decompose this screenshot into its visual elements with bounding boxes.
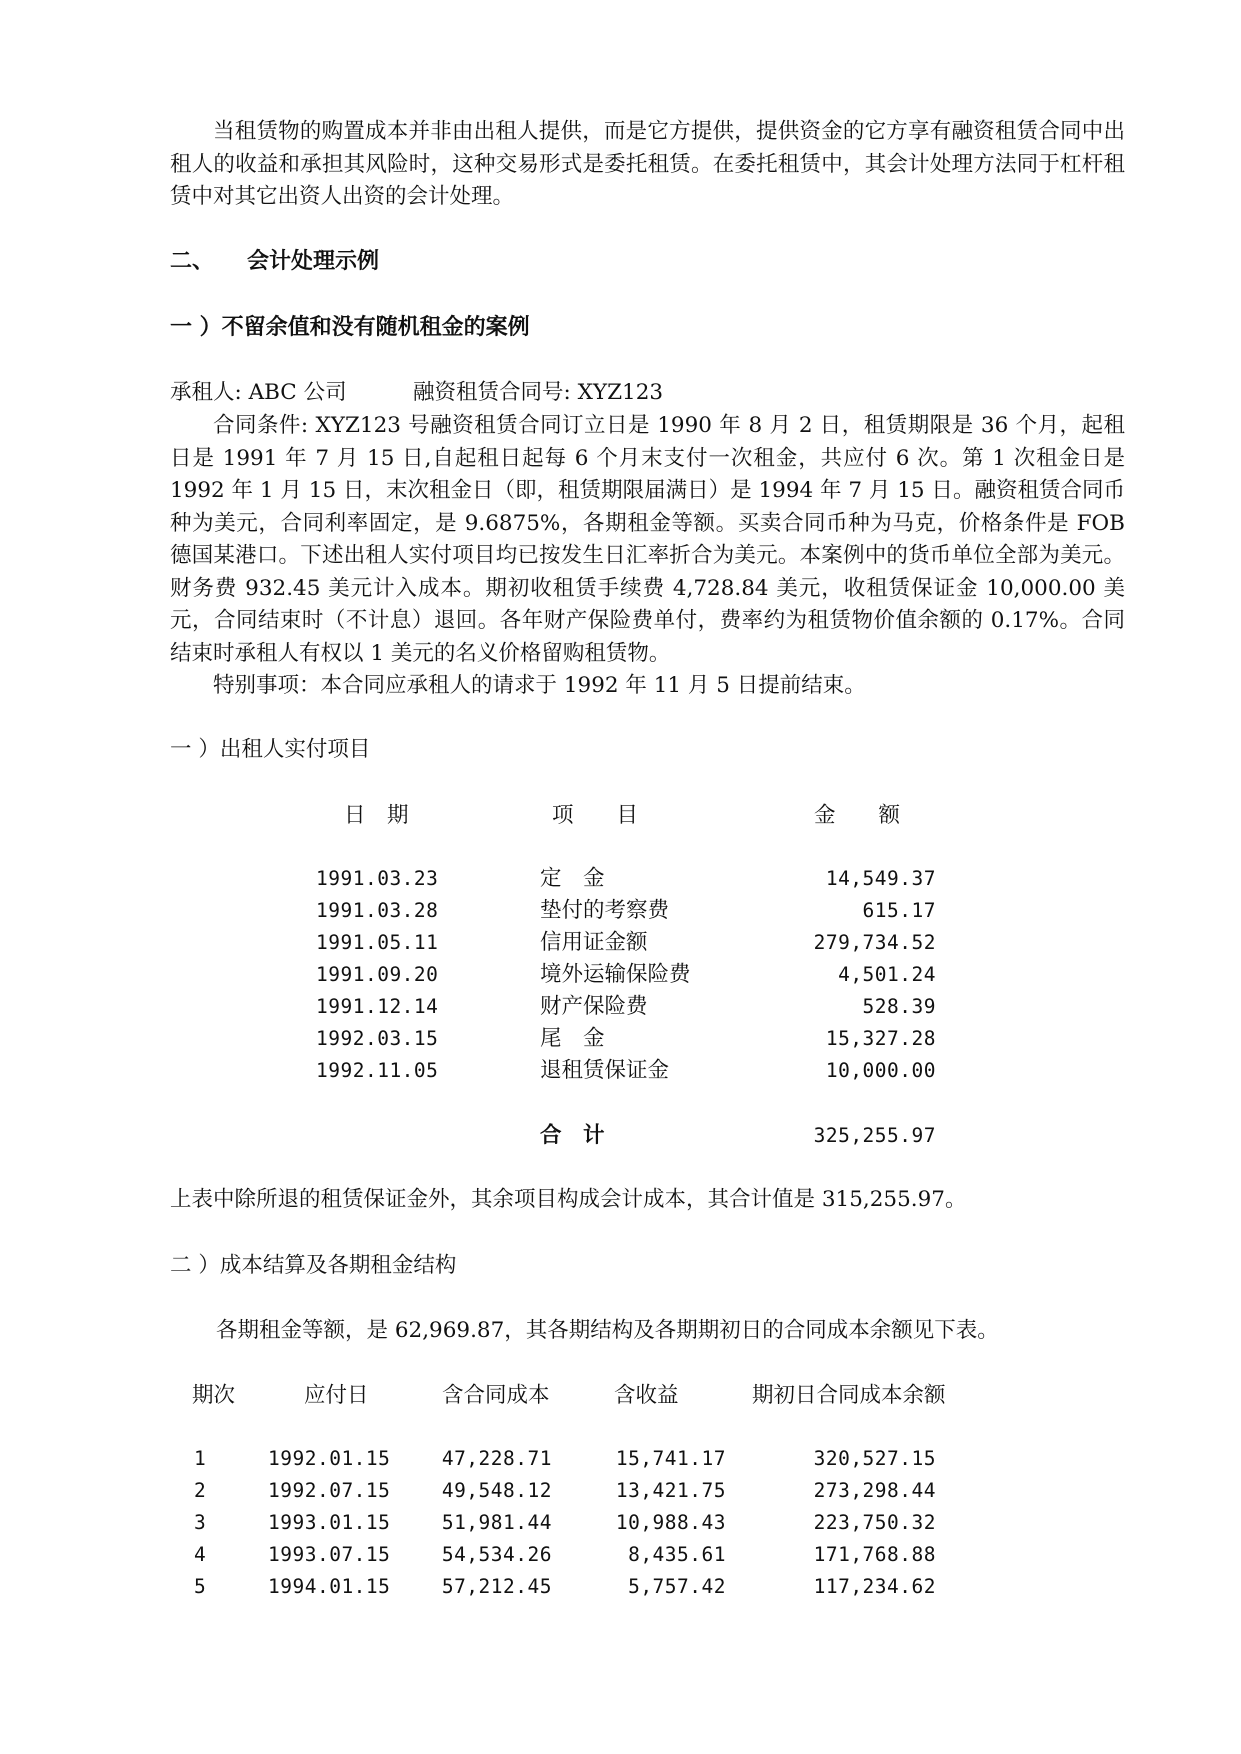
- payments-row-item: 信用证金额: [540, 930, 648, 955]
- case-heading: 一 ）不留余值和没有随机租金的案例: [170, 315, 530, 340]
- payments-total-amount: 325,255.97: [813, 1124, 936, 1147]
- payments-row-item: 垫付的考察费: [540, 898, 670, 923]
- schedule-row-balance: 223,750.32: [813, 1511, 936, 1534]
- payments-note: 上表中除所退的租赁保证金外，其余项目构成会计成本，其合计值是 315,255.97。: [170, 1187, 967, 1212]
- payments-row-date: 1991.09.20: [316, 963, 439, 986]
- special-matters: 特别事项：本合同应承租人的请求于 1992 年 11 月 5 日提前结束。: [213, 673, 866, 698]
- section-title: 会计处理示例: [247, 249, 380, 274]
- payments-row-amount: 528.39: [862, 995, 936, 1018]
- schedule-row-income: 15,741.17: [615, 1447, 726, 1470]
- schedule-row-principal: 57,212.45: [441, 1575, 552, 1598]
- payments-row-amount: 14,549.37: [825, 867, 936, 890]
- payments-row-amount: 15,327.28: [825, 1027, 936, 1050]
- payments-header-amount: 金 额: [814, 803, 901, 828]
- schedule-row-period: 5: [194, 1575, 207, 1598]
- schedule-row-period: 2: [194, 1479, 207, 1502]
- schedule-row-income: 13,421.75: [615, 1479, 726, 1502]
- payments-header-date: 日 期: [344, 803, 409, 828]
- payments-row-item: 退租赁保证金: [540, 1058, 670, 1083]
- payments-row-item: 尾 金: [540, 1026, 605, 1051]
- schedule-row-income: 5,757.42: [628, 1575, 726, 1598]
- schedule-row-income: 10,988.43: [615, 1511, 726, 1534]
- schedule-row-due-date: 1992.07.15: [268, 1479, 391, 1502]
- schedule-row-due-date: 1993.01.15: [268, 1511, 391, 1534]
- contract-number-line: 融资租赁合同号: XYZ123: [413, 380, 664, 405]
- schedule-row-balance: 117,234.62: [813, 1575, 936, 1598]
- section-number: 二、: [170, 249, 215, 274]
- schedule-row-period: 4: [194, 1543, 207, 1566]
- schedule-row-principal: 51,981.44: [441, 1511, 552, 1534]
- schedule-row-due-date: 1993.07.15: [268, 1543, 391, 1566]
- payments-row-date: 1992.11.05: [316, 1059, 439, 1082]
- schedule-heading: 二 ）成本结算及各期租金结构: [170, 1253, 457, 1278]
- lessee-line: 承租人: ABC 公司: [170, 380, 347, 405]
- schedule-row-due-date: 1994.01.15: [268, 1575, 391, 1598]
- schedule-row-principal: 54,534.26: [441, 1543, 552, 1566]
- schedule-header-due-date: 应付日: [304, 1383, 369, 1408]
- schedule-intro: 各期租金等额，是 62,969.87，其各期结构及各期期初日的合同成本余额见下表。: [216, 1318, 999, 1343]
- schedule-row-balance: 171,768.88: [813, 1543, 936, 1566]
- payments-row-date: 1991.12.14: [316, 995, 439, 1018]
- schedule-row-period: 1: [194, 1447, 207, 1470]
- payments-row-amount: 4,501.24: [838, 963, 936, 986]
- schedule-row-due-date: 1992.01.15: [268, 1447, 391, 1470]
- schedule-row-principal: 47,228.71: [441, 1447, 552, 1470]
- intro-paragraph: 当租赁物的购置成本并非由出租人提供，而是它方提供，提供资金的它方享有融资租赁合同中出租人的收益和承担其风险时，这种交易形式是委托租赁。在委托租赁中，其会计处理方法同于杠杆租赁中对其它出资人出资的会计处理。: [170, 119, 1125, 209]
- schedule-header-balance: 期初日合同成本余额: [752, 1383, 946, 1408]
- schedule-row-period: 3: [194, 1511, 207, 1534]
- payments-row-amount: 279,734.52: [813, 931, 936, 954]
- schedule-header-income: 含收益: [614, 1383, 679, 1408]
- payments-row-date: 1991.05.11: [316, 931, 439, 954]
- payments-total-label: 合 计: [540, 1123, 605, 1148]
- schedule-row-principal: 49,548.12: [441, 1479, 552, 1502]
- payments-row-amount: 615.17: [862, 899, 936, 922]
- payments-row-date: 1992.03.15: [316, 1027, 439, 1050]
- payments-row-item: 境外运输保险费: [540, 962, 691, 987]
- payments-heading: 一 ）出租人实付项目: [170, 737, 371, 762]
- payments-row-item: 财产保险费: [540, 994, 648, 1019]
- payments-header-item: 项 目: [552, 803, 639, 828]
- payments-row-date: 1991.03.28: [316, 899, 439, 922]
- schedule-row-income: 8,435.61: [628, 1543, 726, 1566]
- schedule-row-balance: 273,298.44: [813, 1479, 936, 1502]
- schedule-header-principal: 含合同成本: [442, 1383, 550, 1408]
- payments-row-date: 1991.03.23: [316, 867, 439, 890]
- schedule-header-period: 期次: [192, 1383, 236, 1408]
- payments-row-item: 定 金: [540, 866, 605, 891]
- contract-conditions: 合同条件: XYZ123 号融资租赁合同订立日是 1990 年 8 月 2 日，租赁期限是 36 个月，起租日是 1991 年 7 月 15 日,自起租日起每 6 个月末支付一次租金，共应付 6 次。第 1 次租金日是 1992 年 1 月 15 日，末次租金日（即，租赁期限届满日）是 1994 年 7 月 15 日。融资租赁合同币种为美元，合同利率固定，是 9.6875%，各期租金等额。买卖合同币种为马克，价格条件是 FOB 德国某港口。下述出租人实付项目均已按发生日汇率折合为美元。本案例中的货币单位全部为美元。财务费 932.45 美元计入成本。期初收租赁手续费 4,728.84 美元，收租赁保证金 10,000.00 美元，合同结束时（不计息）退回。各年财产保险费单付，费率约为租赁物价值余额的 0.17%。合同结束时承租人有权以 1 美元的名义价格留购租赁物。: [170, 413, 1125, 666]
- payments-row-amount: 10,000.00: [825, 1059, 936, 1082]
- schedule-row-balance: 320,527.15: [813, 1447, 936, 1470]
